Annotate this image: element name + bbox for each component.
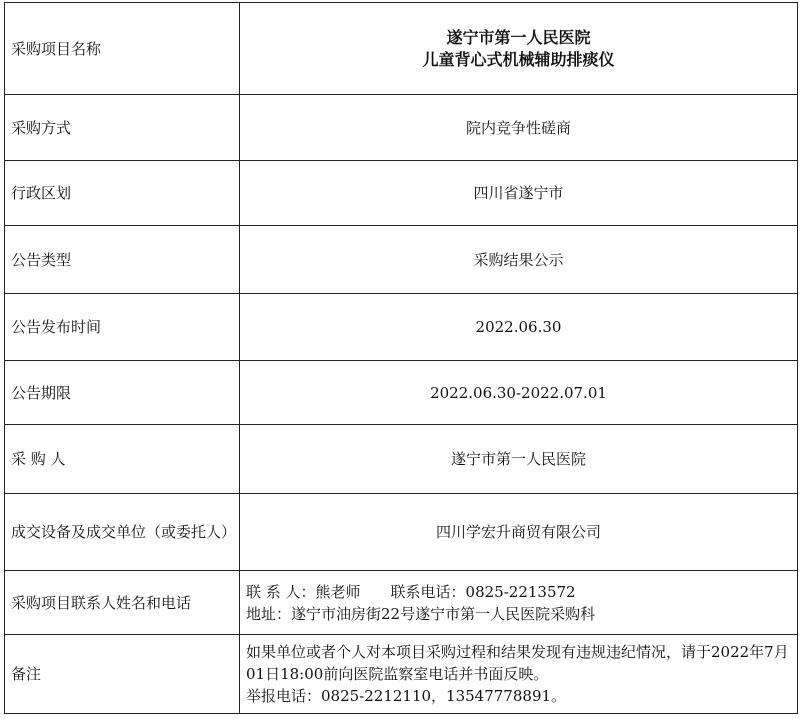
table-row <box>5 226 798 294</box>
notice-type-label: 公告类型 <box>5 226 240 294</box>
table-row <box>5 161 798 226</box>
procurement-notice-table <box>4 2 798 714</box>
table-row <box>5 95 798 161</box>
region-value: 四川省遂宁市 <box>240 161 798 226</box>
method-value: 院内竞争性磋商 <box>240 95 798 161</box>
project-name-line2: 儿童背心式机械辅助排痰仪 <box>422 49 615 69</box>
project-name-value <box>240 3 798 95</box>
remarks-value <box>240 635 798 714</box>
contact-value <box>240 571 798 635</box>
purchaser-label: 采 购 人 <box>5 425 240 494</box>
table-row <box>5 494 798 571</box>
supplier-value: 四川学宏升商贸有限公司 <box>240 494 798 571</box>
table-row <box>5 3 798 95</box>
table-row <box>5 635 798 714</box>
method-label: 采购方式 <box>5 95 240 161</box>
publish-date-label: 公告发布时间 <box>5 294 240 361</box>
supplier-label: 成交设备及成交单位（或委托人） <box>5 494 240 571</box>
table-row <box>5 361 798 425</box>
purchaser-value: 遂宁市第一人民医院 <box>240 425 798 494</box>
contact-line2: 地址：遂宁市油房街22号遂宁市第一人民医院采购科 <box>246 604 596 623</box>
period-label: 公告期限 <box>5 361 240 425</box>
period-value: 2022.06.30-2022.07.01 <box>240 361 798 425</box>
region-label: 行政区划 <box>5 161 240 226</box>
notice-type-value: 采购结果公示 <box>240 226 798 294</box>
table-row <box>5 425 798 494</box>
project-name-line1: 遂宁市第一人民医院 <box>446 27 591 47</box>
remarks-line1: 如果单位或者个人对本项目采购过程和结果发现有违规违纪情况，请于2022年7月01日18:00前向医院监察室电话并书面反映。 <box>246 643 789 683</box>
remarks-line2: 举报电话：0825-2212110，13547778891。 <box>246 687 567 705</box>
remarks-label: 备注 <box>5 635 240 714</box>
contact-label: 采购项目联系人姓名和电话 <box>5 571 240 635</box>
contact-line1: 联 系 人：熊老师 联系电话：0825-2213572 <box>246 582 576 601</box>
publish-date-value: 2022.06.30 <box>240 294 798 361</box>
table-row <box>5 571 798 635</box>
project-name-label: 采购项目名称 <box>5 3 240 95</box>
table-row <box>5 294 798 361</box>
